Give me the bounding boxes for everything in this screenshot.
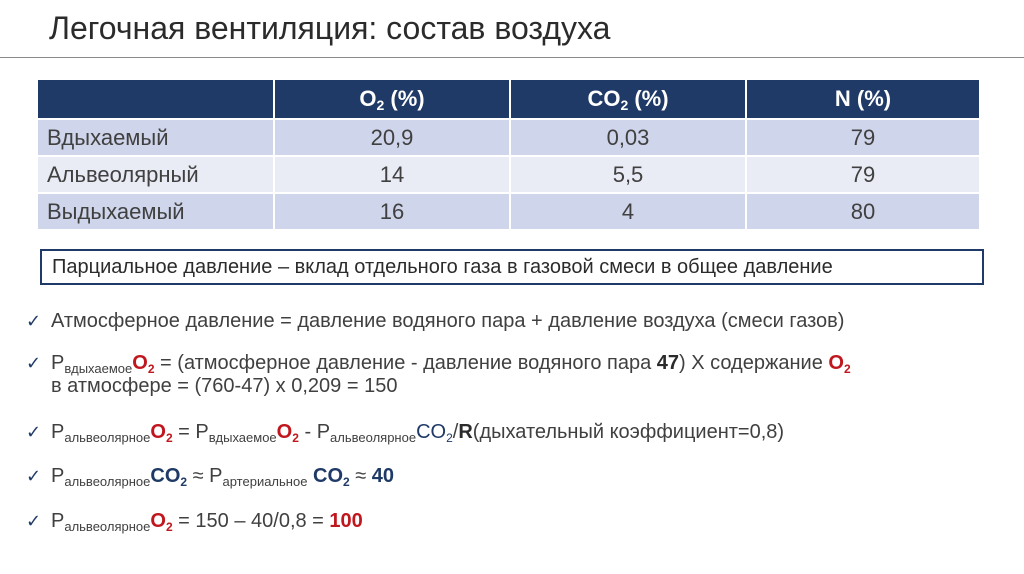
bullet-text: $P_{альвеолярное}O_2 = 150 - 40/0,8 = 100$ bbox=[51, 510, 363, 534]
cell-o2: 20,9 bbox=[274, 119, 510, 156]
cell-co2: 5,5 bbox=[510, 156, 746, 193]
header-o2: $O_2$ (%) bbox=[274, 80, 510, 119]
cell-o2: 16 bbox=[274, 193, 510, 229]
bullet-text: в атмосфере = (760-47) x 0,209 = 150 bbox=[51, 375, 398, 397]
cell-co2: 4 bbox=[510, 193, 746, 229]
table-header-row bbox=[38, 80, 979, 119]
header-co2: $CO_2$ (%) bbox=[510, 80, 746, 119]
bullet-text: $P_{вдыхаемое}O_2$ = (атмосферное давление - давление водяного пара 47) X содержание $O_2$ bbox=[51, 352, 851, 376]
cell-o2: 14 bbox=[274, 156, 510, 193]
cell-n: 80 bbox=[746, 193, 979, 229]
header-n: N (%) bbox=[746, 80, 979, 119]
definition-box: Парциальное давление – вклад отдельного газа в газовой смеси в общее давление bbox=[40, 249, 984, 285]
table-row bbox=[38, 119, 979, 156]
table-row bbox=[38, 193, 979, 229]
checkmark-icon: ✓ bbox=[26, 422, 42, 442]
checkmark-icon: ✓ bbox=[26, 511, 42, 531]
checkmark-icon: ✓ bbox=[26, 311, 42, 331]
row-label: Вдыхаемый bbox=[38, 119, 274, 156]
header-empty bbox=[38, 80, 274, 119]
cell-co2: 0,03 bbox=[510, 119, 746, 156]
row-label: Выдыхаемый bbox=[38, 193, 274, 229]
slide-title: Легочная вентиляция: состав воздуха bbox=[49, 10, 611, 46]
row-label: Альвеолярный bbox=[38, 156, 274, 193]
bullet-text: $P_{альвеолярное}CO_2 \approx P_{артериальное}$ $CO_2 \approx 40$ bbox=[51, 465, 395, 489]
checkmark-icon: ✓ bbox=[26, 353, 42, 373]
bullet-text: Атмосферное давление = давление водяного пара + давление воздуха (смеси газов) bbox=[51, 310, 845, 332]
table-row bbox=[38, 156, 979, 193]
cell-n: 79 bbox=[746, 156, 979, 193]
cell-n: 79 bbox=[746, 119, 979, 156]
title-divider bbox=[0, 57, 1024, 58]
gas-composition-table bbox=[38, 80, 979, 229]
bullet-text: $P_{альвеолярное}O_2 = P_{вдыхаемое}O_2$ - $P_{альвеолярное}CO_2/R(дыхательный$ коэффициент=0,8) bbox=[51, 421, 785, 445]
checkmark-icon: ✓ bbox=[26, 466, 42, 486]
